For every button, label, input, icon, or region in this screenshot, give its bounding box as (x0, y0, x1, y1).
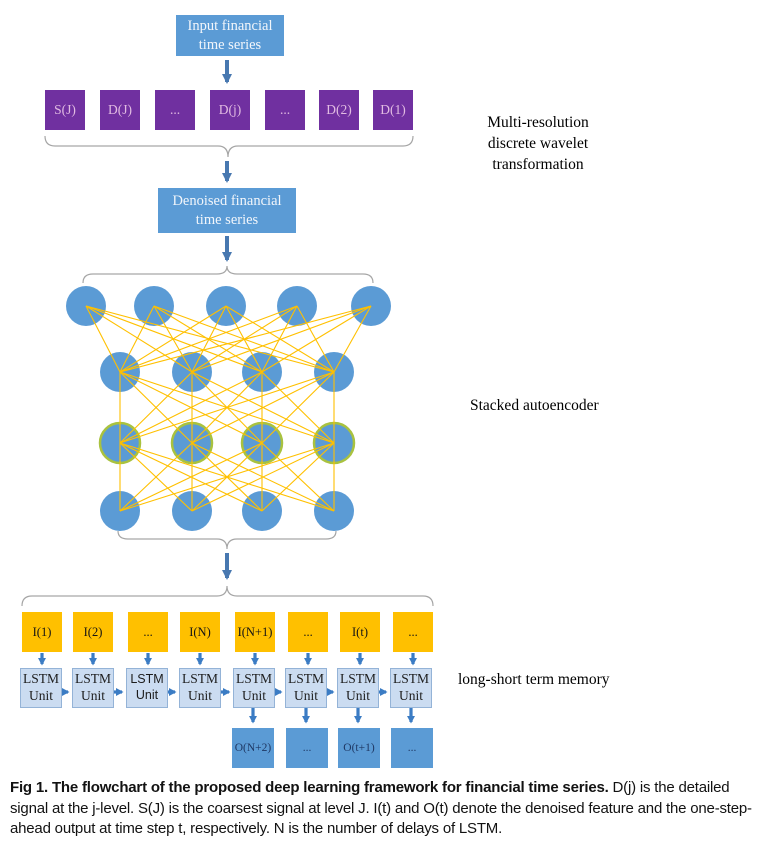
brace-lstm-up (22, 586, 433, 606)
lstm-unit-box: LSTM Unit (337, 668, 379, 708)
brace-autoencoder-up (83, 266, 373, 283)
wavelet-box: D(1) (373, 90, 413, 130)
wavelet-box: D(2) (319, 90, 359, 130)
lstm-unit-box: LSTM Unit (20, 668, 62, 708)
lstm-input-box: I(t) (340, 612, 380, 652)
lstm-unit-box: LSTM Unit (233, 668, 275, 708)
lstm-unit-box: LSTM Unit (390, 668, 432, 708)
lstm-output-box: ... (286, 728, 328, 768)
autoencoder-connections (86, 306, 371, 511)
caption-title: The flowchart of the proposed deep learning framework for financial time series. (51, 779, 609, 796)
wavelet-box: D(J) (100, 90, 140, 130)
lstm-stage-label: long-short term memory (458, 671, 610, 688)
caption-body: D(j) is the detailed signal at the j-level. S(J) is the coarsest signal at level J. I(t) and O(t) denote the denoised feature and the one-step-ahead output at time step t, respectively. N is the number of delays of LSTM. (10, 779, 752, 838)
lstm-output-box: O(N+2) (232, 728, 274, 768)
caption-fig-label: Fig 1. (10, 779, 48, 796)
wavelet-box: S(J) (45, 90, 85, 130)
input-series-box: Input financial time series (176, 15, 284, 56)
lstm-input-box: I(1) (22, 612, 62, 652)
brace-autoencoder-down (118, 531, 336, 549)
lstm-input-box: ... (128, 612, 168, 652)
lstm-output-box: O(t+1) (338, 728, 380, 768)
brace-wavelet-down (45, 136, 413, 157)
lstm-input-box: I(N) (180, 612, 220, 652)
autoencoder-stage-label: Stacked autoencoder (470, 397, 599, 414)
lstm-input-box: ... (288, 612, 328, 652)
wavelet-box: ... (155, 90, 195, 130)
wavelet-box: ... (265, 90, 305, 130)
lstm-unit-box: LSTM Unit (285, 668, 327, 708)
wavelet-box: D(j) (210, 90, 250, 130)
lstm-unit-box: LSTM Unit (179, 668, 221, 708)
lstm-input-box: ... (393, 612, 433, 652)
lstm-output-box: ... (391, 728, 433, 768)
lstm-input-box: I(N+1) (235, 612, 275, 652)
lstm-input-box: I(2) (73, 612, 113, 652)
wavelet-stage-label: Multi-resolution discrete wavelet transformation (487, 114, 589, 173)
lstm-unit-box: LSTM Unit (72, 668, 114, 708)
lstm-unit-box: LSTM Unit (126, 668, 168, 708)
denoised-series-box: Denoised financial time series (158, 188, 296, 233)
figure-caption (10, 778, 762, 840)
